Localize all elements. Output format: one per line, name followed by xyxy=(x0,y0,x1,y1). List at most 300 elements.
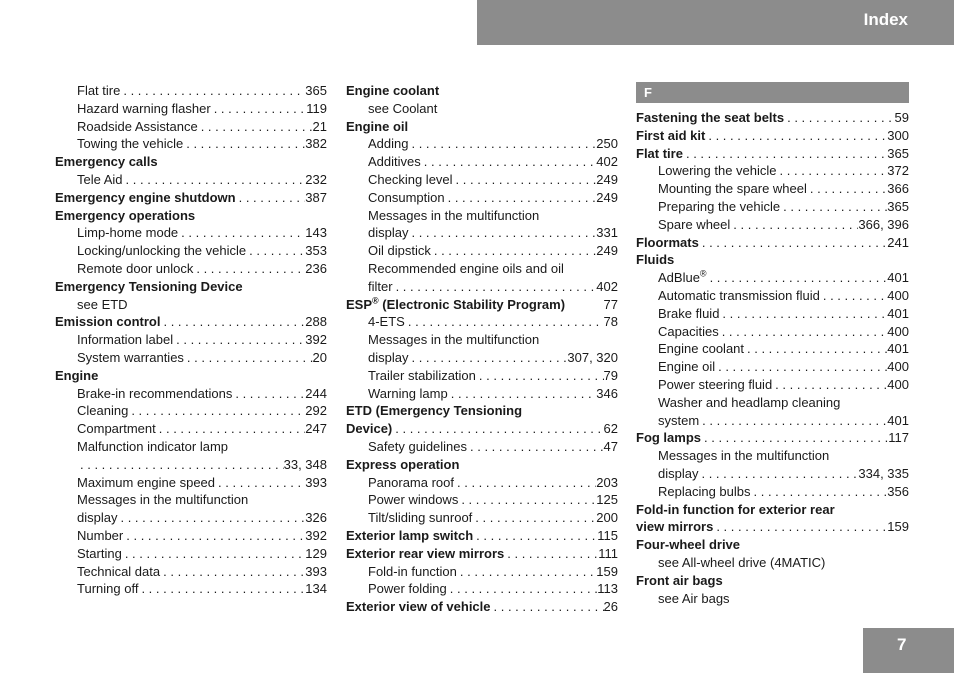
index-entry xyxy=(55,331,327,349)
index-entry xyxy=(346,474,618,492)
leader-dots xyxy=(473,527,597,545)
index-entry-page: 356 xyxy=(887,483,909,499)
index-entry xyxy=(636,162,909,180)
index-entry-text: Capacities xyxy=(658,323,719,339)
leader-dots xyxy=(491,598,604,616)
index-entry-text: Front air bags xyxy=(636,572,723,588)
index-entry xyxy=(346,171,618,189)
index-entry-text: Preparing the vehicle xyxy=(658,198,781,214)
index-entry-text: Power steering fluid xyxy=(658,376,773,392)
header-bar xyxy=(477,0,954,45)
index-entry-text: Oil dipstick xyxy=(368,243,431,259)
index-entry xyxy=(636,429,909,447)
leader-dots xyxy=(777,162,888,180)
index-entry-text: Roadside Assistance xyxy=(77,118,198,134)
index-entry-text: display xyxy=(368,225,409,241)
index-entry-page: 331 xyxy=(596,225,618,241)
leader-dots xyxy=(408,349,567,367)
index-entry xyxy=(346,598,618,616)
index-entry xyxy=(55,242,327,260)
index-entry-text: Turning off xyxy=(77,581,139,597)
index-entry xyxy=(55,189,327,207)
index-column-1 xyxy=(55,82,327,598)
leader-dots xyxy=(447,580,597,598)
index-entry-page: 292 xyxy=(305,403,327,419)
index-entry xyxy=(346,207,618,225)
index-entry-text: 4-ETS xyxy=(368,314,405,330)
index-entry xyxy=(346,82,618,100)
index-entry-text: filter xyxy=(368,278,393,294)
index-entry-page: 125 xyxy=(596,492,618,508)
leader-dots xyxy=(780,198,887,216)
index-entry xyxy=(55,474,327,492)
index-entry xyxy=(636,412,909,430)
leader-dots xyxy=(467,438,604,456)
leader-dots xyxy=(701,429,888,447)
index-entry-text: Brake fluid xyxy=(658,305,720,321)
index-entry-page: 300 xyxy=(887,127,909,143)
index-entry-page: 117 xyxy=(888,430,909,446)
index-entry-page: 401 xyxy=(887,305,909,321)
index-entry-text: Brake-in recommendations xyxy=(77,385,233,401)
index-entry xyxy=(636,394,909,412)
index-entry xyxy=(55,385,327,403)
leader-dots xyxy=(445,189,597,207)
index-entry xyxy=(346,260,618,278)
index-entry-page: 326 xyxy=(305,510,327,526)
leader-dots xyxy=(77,456,284,474)
index-entry xyxy=(55,153,327,171)
index-entry-page: 129 xyxy=(305,545,327,561)
index-entry-page: 402 xyxy=(596,278,618,294)
index-entry xyxy=(636,323,909,341)
index-entry-page: 307, 320 xyxy=(567,349,618,365)
index-entry-text: Compartment xyxy=(77,421,156,437)
leader-dots xyxy=(772,376,887,394)
index-entry-text: Consumption xyxy=(368,189,445,205)
index-entry-page: 249 xyxy=(596,243,618,259)
index-entry-text: Device) xyxy=(346,421,393,437)
index-entry xyxy=(346,563,618,581)
index-entry-text: Washer and headlamp cleaning xyxy=(658,394,841,410)
index-entry-text: Flat tire xyxy=(77,83,121,98)
index-entry-text: Exterior lamp switch xyxy=(346,527,474,543)
index-entry xyxy=(636,465,909,483)
index-entry xyxy=(346,224,618,242)
index-entry-text: Floormats xyxy=(636,234,699,250)
index-entry xyxy=(636,180,909,198)
index-column-3 xyxy=(636,82,909,607)
index-entry-text: Warning lamp xyxy=(368,385,448,401)
index-entry-text: System warranties xyxy=(77,349,184,365)
index-entry-page: 365 xyxy=(887,198,909,214)
index-entry xyxy=(55,491,327,509)
index-entry-text: Tele Aid xyxy=(77,171,123,187)
index-entry-text: Messages in the multifunction xyxy=(368,207,540,223)
leader-dots xyxy=(246,242,305,260)
index-entry xyxy=(636,109,909,127)
registered-mark: ® xyxy=(699,268,707,279)
index-entry-text: system xyxy=(658,412,700,428)
leader-dots xyxy=(784,109,894,127)
index-entry-text: Engine oil xyxy=(346,118,409,134)
leader-dots xyxy=(408,224,596,242)
index-entry xyxy=(636,269,909,287)
leader-dots xyxy=(454,474,596,492)
index-entry-page: 77 xyxy=(603,296,618,312)
index-entry-page: 113 xyxy=(597,581,618,597)
index-entry-page: 62 xyxy=(603,421,618,437)
index-entry-text: Checking level xyxy=(368,171,453,187)
index-entry-text: Limp-home mode xyxy=(77,225,179,241)
index-entry-page: 33, 348 xyxy=(283,456,327,472)
index-entry-text: see ETD xyxy=(77,296,128,312)
index-entry-text: ESP® (Electronic Stability Program) xyxy=(346,295,566,312)
leader-dots xyxy=(178,224,305,242)
index-entry-page: 203 xyxy=(596,474,618,490)
index-entry-page: 79 xyxy=(603,367,618,383)
leader-dots xyxy=(504,545,598,563)
leader-dots xyxy=(184,349,313,367)
index-entry xyxy=(346,331,618,349)
index-entry xyxy=(55,509,327,527)
index-entry-page: 346 xyxy=(596,385,618,401)
index-entry-page: 400 xyxy=(887,287,909,303)
index-entry-page: 334, 335 xyxy=(858,465,909,481)
index-entry-text: see Coolant xyxy=(368,100,438,116)
leader-dots xyxy=(807,180,887,198)
index-entry xyxy=(55,349,327,367)
index-entry-page: 393 xyxy=(305,563,327,579)
leader-dots xyxy=(393,278,597,296)
leader-dots xyxy=(683,145,887,163)
index-entry xyxy=(55,367,327,385)
index-entry xyxy=(346,189,618,207)
index-entry-page: 249 xyxy=(596,171,618,187)
index-entry xyxy=(55,438,327,456)
index-entry-text: Exterior view of vehicle xyxy=(346,599,491,615)
index-entry-text: Automatic transmission fluid xyxy=(658,287,820,303)
leader-dots xyxy=(123,171,306,189)
index-entry xyxy=(346,456,618,474)
index-entry xyxy=(346,100,618,118)
leader-dots xyxy=(472,509,596,527)
index-entry-page: 159 xyxy=(887,519,909,535)
leader-dots xyxy=(120,82,305,100)
index-entry-text: Mounting the spare wheel xyxy=(658,181,807,197)
leader-dots xyxy=(707,269,888,287)
leader-dots xyxy=(699,234,887,252)
leader-dots xyxy=(453,171,597,189)
index-entry xyxy=(346,438,618,456)
index-entry xyxy=(636,251,909,269)
index-entry xyxy=(346,545,618,563)
leader-dots xyxy=(183,135,305,153)
index-entry-page: 288 xyxy=(305,314,327,330)
index-entry xyxy=(55,224,327,242)
index-entry-text: Fog lamps xyxy=(636,430,702,446)
index-entry-page: 59 xyxy=(894,110,909,125)
index-entry xyxy=(346,367,618,385)
index-entry-page: 143 xyxy=(305,225,327,241)
index-entry xyxy=(636,501,909,519)
leader-dots xyxy=(160,313,305,331)
index-entry-page: 159 xyxy=(596,563,618,579)
index-entry xyxy=(636,127,909,145)
index-entry-page: 111 xyxy=(598,545,618,561)
leader-dots xyxy=(392,420,603,438)
index-entry xyxy=(636,145,909,163)
index-column-2 xyxy=(346,82,618,616)
leader-dots xyxy=(698,465,858,483)
index-entry xyxy=(346,296,618,314)
leader-dots xyxy=(719,323,888,341)
index-entry xyxy=(346,385,618,403)
index-entry xyxy=(346,527,618,545)
index-entry-text: Emergency operations xyxy=(55,207,196,223)
index-entry-text: Remote door unlock xyxy=(77,260,194,276)
index-entry-text: Technical data xyxy=(77,563,161,579)
index-entry-page: 400 xyxy=(887,376,909,392)
index-entry-page: 401 xyxy=(887,341,909,357)
index-entry-page: 365 xyxy=(887,145,909,161)
index-entry xyxy=(55,278,327,296)
index-entry xyxy=(636,287,909,305)
index-entry-page: 119 xyxy=(306,100,327,116)
leader-dots xyxy=(421,153,597,171)
leader-dots xyxy=(198,118,313,136)
index-entry xyxy=(636,234,909,252)
index-entry-text: Fold-in function xyxy=(368,563,457,579)
index-entry-text: Emergency calls xyxy=(55,154,158,170)
leader-dots xyxy=(122,545,305,563)
index-entry-page: 382 xyxy=(305,136,327,152)
index-entry xyxy=(636,447,909,465)
index-entry-text: Malfunction indicator lamp xyxy=(77,438,229,454)
index-entry-text: Lowering the vehicle xyxy=(658,163,777,179)
page-number: 7 xyxy=(897,635,907,654)
leader-dots xyxy=(232,385,305,403)
index-entry-page: 241 xyxy=(887,234,909,250)
index-entry xyxy=(346,242,618,260)
index-entry xyxy=(55,580,327,598)
index-entry-page: 134 xyxy=(305,581,327,597)
index-entry-page: 366, 396 xyxy=(858,216,909,232)
leader-dots xyxy=(128,402,305,420)
index-entry-text: see Air bags xyxy=(658,590,730,606)
index-entry-page: 249 xyxy=(596,189,618,205)
index-entry-text: Four-wheel drive xyxy=(636,537,741,553)
leader-dots xyxy=(236,189,306,207)
index-entry-text: Emergency engine shutdown xyxy=(55,189,236,205)
index-entry xyxy=(636,536,909,554)
index-entry xyxy=(55,563,327,581)
leader-dots xyxy=(457,563,596,581)
index-entry-page: 392 xyxy=(305,332,327,348)
index-entry xyxy=(636,305,909,323)
index-entry xyxy=(346,135,618,153)
index-entry xyxy=(636,198,909,216)
index-entry-text: Hazard warning flasher xyxy=(77,100,211,116)
index-entry-text: display xyxy=(658,465,699,481)
leader-dots xyxy=(431,242,596,260)
index-entry-text: Fold-in function for exterior rear xyxy=(636,501,835,517)
page-title: Index xyxy=(863,10,908,29)
index-entry xyxy=(636,358,909,376)
index-entry xyxy=(346,420,618,438)
index-entry-text: Engine coolant xyxy=(346,83,440,98)
index-entry xyxy=(636,590,909,608)
leader-dots xyxy=(215,474,305,492)
leader-dots xyxy=(715,358,887,376)
index-entry-text: Messages in the multifunction xyxy=(368,332,540,348)
index-entry-page: 78 xyxy=(603,314,618,330)
leader-dots xyxy=(713,518,887,536)
index-entry-page: 401 xyxy=(887,412,909,428)
index-entry xyxy=(55,402,327,420)
index-entry-text: Flat tire xyxy=(636,145,683,161)
leader-dots xyxy=(820,287,887,305)
leader-dots xyxy=(160,563,305,581)
index-entry xyxy=(636,572,909,590)
index-entry-text: Emergency Tensioning Device xyxy=(55,278,243,294)
index-entry-text: Towing the vehicle xyxy=(77,136,184,152)
registered-mark: ® xyxy=(372,295,379,306)
index-entry-page: 387 xyxy=(305,189,327,205)
leader-dots xyxy=(458,491,596,509)
index-entry-text: Information label xyxy=(77,332,174,348)
index-entry-text: view mirrors xyxy=(636,519,714,535)
index-entry-text: Messages in the multifunction xyxy=(77,492,249,508)
index-entry-text: Locking/unlocking the vehicle xyxy=(77,243,247,259)
index-entry xyxy=(55,82,327,100)
index-entry xyxy=(636,554,909,572)
index-entry xyxy=(346,153,618,171)
index-entry-text: First aid kit xyxy=(636,127,706,143)
index-entry-text: Trailer stabilization xyxy=(368,367,476,383)
index-entry-page: 353 xyxy=(305,243,327,259)
leader-dots xyxy=(211,100,307,118)
index-entry xyxy=(636,376,909,394)
leader-dots xyxy=(699,412,887,430)
index-entry-text: ETD (Emergency Tensioning xyxy=(346,403,523,419)
index-entry-text: Fastening the seat belts xyxy=(636,110,785,125)
leader-dots xyxy=(719,305,887,323)
index-entry xyxy=(55,171,327,189)
index-entry-text: Maximum engine speed xyxy=(77,474,216,490)
index-entry xyxy=(346,349,618,367)
index-entry xyxy=(636,518,909,536)
index-entry xyxy=(55,545,327,563)
index-entry xyxy=(346,509,618,527)
index-entry-text: Spare wheel xyxy=(658,216,731,232)
index-entry xyxy=(55,118,327,136)
index-entry-page: 400 xyxy=(887,359,909,375)
index-entry-text: Recommended engine oils and oil xyxy=(368,260,564,276)
index-entry-page: 401 xyxy=(887,270,909,286)
leader-dots xyxy=(123,527,305,545)
leader-dots xyxy=(730,216,858,234)
index-entry xyxy=(346,402,618,420)
index-entry xyxy=(636,340,909,358)
index-entry-page: 26 xyxy=(603,599,618,615)
index-entry-page: 115 xyxy=(597,527,618,543)
index-entry xyxy=(55,296,327,314)
index-entry-text: Starting xyxy=(77,545,122,561)
index-entry-text: AdBlue® xyxy=(658,268,707,286)
index-entry-page: 372 xyxy=(887,163,909,179)
index-entry-text: Additives xyxy=(368,154,421,170)
index-entry-page: 393 xyxy=(305,474,327,490)
index-entry-page: 402 xyxy=(596,154,618,170)
index-entry xyxy=(55,135,327,153)
index-entry-text: Panorama roof xyxy=(368,474,454,490)
index-entry-page: 250 xyxy=(596,136,618,152)
leader-dots xyxy=(405,313,604,331)
index-entry-text: Safety guidelines xyxy=(368,438,468,454)
index-entry-text: display xyxy=(77,510,118,526)
leader-dots xyxy=(117,509,305,527)
index-entry-text: Number xyxy=(77,527,124,543)
index-entry xyxy=(55,456,327,474)
index-entry-text: Messages in the multifunction xyxy=(658,448,830,464)
index-entry-page: 400 xyxy=(887,323,909,339)
leader-dots xyxy=(408,135,596,153)
leader-dots xyxy=(173,331,305,349)
leader-dots xyxy=(448,385,597,403)
leader-dots xyxy=(476,367,604,385)
index-entry xyxy=(55,420,327,438)
index-entry-text: Power windows xyxy=(368,492,459,508)
index-entry-text: Cleaning xyxy=(77,403,129,419)
index-entry xyxy=(346,491,618,509)
index-entry-text: Replacing bulbs xyxy=(658,483,751,499)
index-entry xyxy=(346,580,618,598)
index-entry-page: 21 xyxy=(312,118,327,134)
section-letter-bar: F xyxy=(636,82,909,103)
index-entry xyxy=(55,260,327,278)
index-entry-text: Fluids xyxy=(636,252,675,268)
leader-dots xyxy=(138,580,305,598)
index-entry-page: 365 xyxy=(305,83,327,98)
index-entry-page: 366 xyxy=(887,181,909,197)
index-entry-text: Engine oil xyxy=(658,359,716,375)
leader-dots xyxy=(156,420,306,438)
index-entry-text: Tilt/sliding sunroof xyxy=(368,510,473,526)
index-entry-text: Adding xyxy=(368,136,409,152)
page-number-box xyxy=(863,628,954,673)
index-entry-page: 392 xyxy=(305,527,327,543)
index-entry-page: 20 xyxy=(312,349,327,365)
index-entry-page: 244 xyxy=(305,385,327,401)
index-entry-page: 247 xyxy=(305,421,327,437)
index-entry-page: 47 xyxy=(603,438,618,454)
index-entry xyxy=(55,527,327,545)
leader-dots xyxy=(744,340,887,358)
index-entry xyxy=(346,278,618,296)
index-entry-page: 232 xyxy=(305,171,327,187)
index-entry-text: Engine xyxy=(55,367,99,383)
index-entry-text: Emission control xyxy=(55,314,161,330)
index-entry xyxy=(55,313,327,331)
index-entry xyxy=(636,216,909,234)
index-entry xyxy=(55,207,327,225)
index-entry-text: see All-wheel drive (4MATIC) xyxy=(658,554,826,570)
index-entry-page: 200 xyxy=(596,510,618,526)
index-entry-text: Exterior rear view mirrors xyxy=(346,545,505,561)
leader-dots xyxy=(705,127,887,145)
index-entry-text: display xyxy=(368,349,409,365)
